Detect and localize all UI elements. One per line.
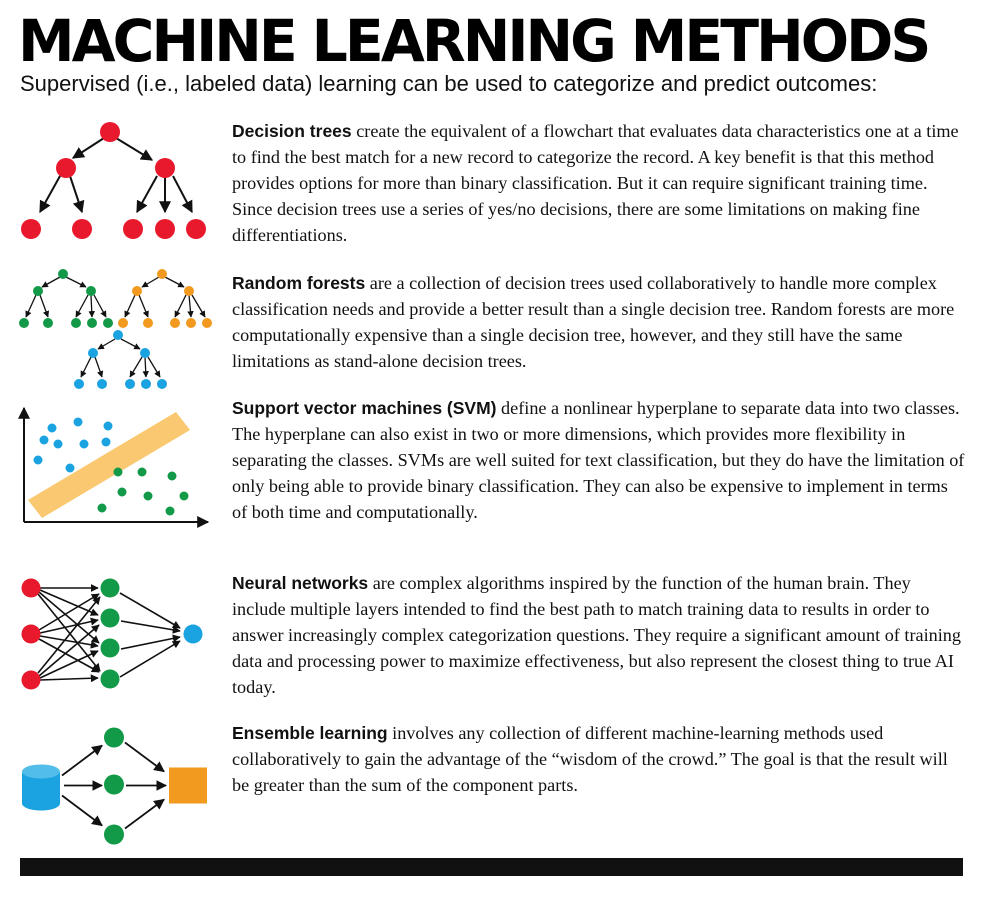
decision-trees-description: create the equivalent of a flowchart that evaluates data characteristics one at a time to find the best match for a new record to categorize the record. A key benefit is that this method provides options for more than binary classification. But it can require significant training time. Since decision trees use a series of yes/no decisions, there are some limitations on making fine differentiations. bbox=[232, 121, 959, 245]
ensemble-icon bbox=[0, 718, 225, 858]
decision-trees-term: Decision trees bbox=[232, 121, 352, 141]
svm-term: Support vector machines (SVM) bbox=[232, 398, 497, 418]
footer-bar bbox=[20, 858, 963, 876]
ensemble-learning-term: Ensemble learning bbox=[232, 723, 388, 743]
decision-tree-icon bbox=[0, 118, 225, 258]
neural-networks-description: are complex algorithms inspired by the function of the human brain. They include multiple layers intended to find the best path to match training data to results in order to answer increasingly complex categorization questions. They require a significant amount of training data and processing power to maximize effectiveness, but also represent the closest thing to true AI today. bbox=[232, 573, 961, 697]
svm-scatter-icon bbox=[0, 396, 225, 536]
random-forests-description: are a collection of decision trees used collaboratively to handle more complex classification needs and provide a better result than a single decision tree. Random forests are more computationally expensive than a single decision tree, however, and they still have the same limitations as stand-alone decision trees. bbox=[232, 273, 955, 371]
ensemble-learning-description: involves any collection of different machine-learning methods used collaboratively to gain the advantage of the “wisdom of the crowd.” The goal is that the result will be greater than the sum of the component parts. bbox=[232, 723, 948, 795]
section-neural-networks bbox=[0, 568, 981, 698]
page-title: MACHINE LEARNING METHODS bbox=[18, 7, 929, 75]
svm-description: define a nonlinear hyperplane to separate data into two classes. The hyperplane can also exist in two or more dimensions, which provides more flexibility in separating the classes. SVMs are well suited for text classification, but they do have the limitation of only being able to provide binary classification. They can also be expensive to implement in terms of both time and computationally. bbox=[232, 398, 965, 522]
random-forests-text bbox=[232, 270, 967, 374]
decision-trees-text bbox=[232, 118, 967, 248]
section-decision-trees bbox=[0, 118, 981, 258]
neural-networks-term: Neural networks bbox=[232, 573, 369, 593]
ensemble-learning-text bbox=[232, 720, 967, 798]
section-ensemble-learning bbox=[0, 718, 981, 843]
section-random-forests bbox=[0, 262, 981, 392]
neural-networks-text bbox=[232, 570, 967, 700]
svm-text bbox=[232, 395, 967, 525]
neural-network-icon bbox=[0, 568, 225, 708]
database-icon bbox=[22, 765, 60, 811]
random-forests-term: Random forests bbox=[232, 273, 366, 293]
page-subtitle: Supervised (i.e., labeled data) learning can be used to categorize and predict outcomes: bbox=[20, 71, 878, 96]
section-svm bbox=[0, 396, 981, 536]
random-forest-icon bbox=[0, 262, 225, 402]
